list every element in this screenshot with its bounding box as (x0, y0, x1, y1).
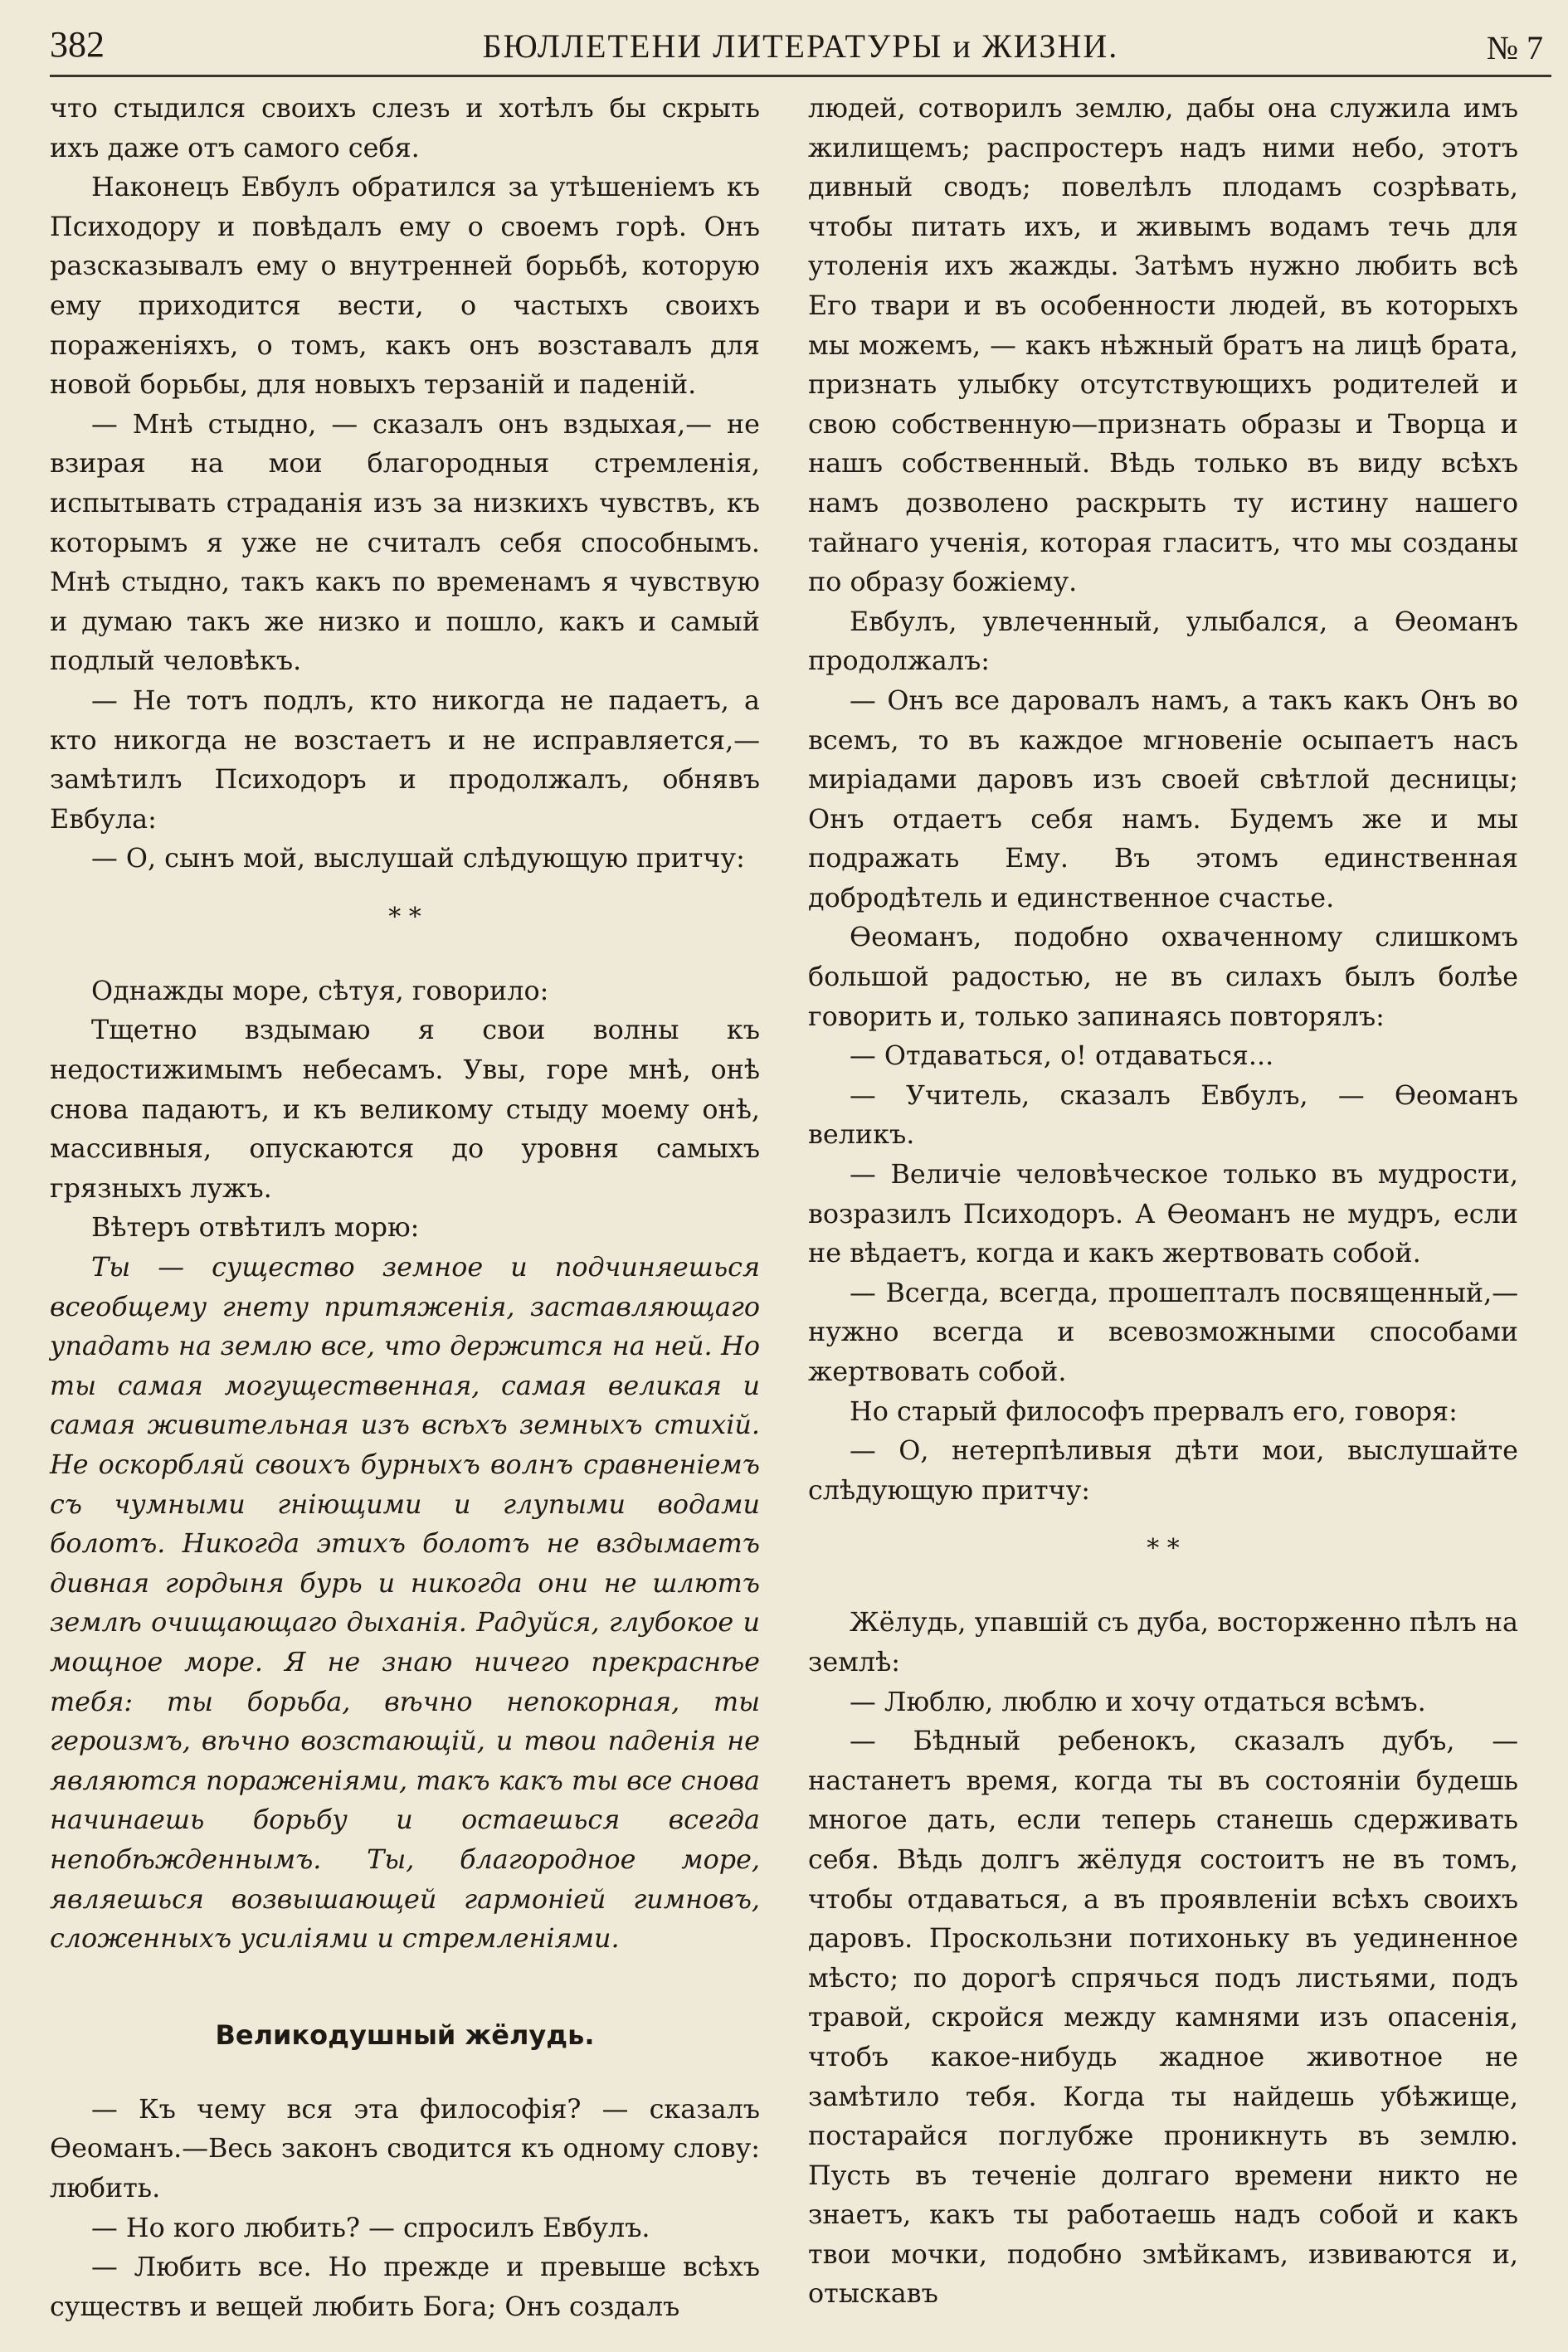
paragraph: — Онъ все даровалъ намъ, а такъ какъ Онъ во всемъ, то въ каждое мгновеніе осыпаетъ насъ миріадами даровъ изъ своей свѣтлой десницы; Онъ отдаетъ себя намъ. Будемъ же и мы подражать Ему. Въ этомъ единственная добродѣтель и единственное счастье. (808, 684, 1518, 913)
paragraph: — Отдаваться, о! отдаваться... (850, 1040, 1274, 1072)
paragraph: — Не тотъ подлъ, кто никогда не падаетъ, а кто никогда не возстаетъ и не исправляется,— замѣтилъ Психодоръ и продолжалъ, обнявъ Евбула: (50, 684, 760, 835)
paragraph: — Величіе человѣческое только въ мудрости, возразилъ Психодоръ. А Ѳеоманъ не мудръ, если не вѣдаетъ, когда и какъ жертвовать собой. (808, 1159, 1518, 1269)
paragraph: Ты — существо земное и подчиняешься всеобщему гнету притяженія, заставляющаго упадать на землю все, что держится на ней. Но ты самая могущественная, самая великая и самая живительная изъ всѣхъ земныхъ стихій. Не оскорбляй своихъ бурныхъ волнъ сравненіемъ съ чумными гніющими и глупыми водами болотъ. Никогда этихъ болотъ не вздымаетъ дивная гордыня бурь и никогда они не шлютъ землѣ очищающаго дыханія. Радуйся, глубокое и мощное море. Я не знаю ничего прекраснѣе тебя: ты борьба, вѣчно непокорная, ты героизмъ, вѣчно возстающій, и твои паденія не являются пораженіями, такъ какъ ты все снова начинаешь борьбу и остаешься всегда непобѣжденнымъ. Ты, благородное море, являешься возвышающей гармоніей гимновъ, сложенныхъ усиліями и стремленіями. (50, 1252, 760, 1955)
paragraph: — Учитель, сказалъ Евбулъ, — Ѳеоманъ великъ. (808, 1079, 1518, 1151)
paragraph: Ѳеоманъ, подобно охваченному слишкомъ большой радостью, не въ силахъ былъ болѣе говорить и, только запинаясь повторялъ: (808, 922, 1518, 1032)
paragraph: — Любить все. Но прежде и превыше всѣхъ существъ и вещей любить Бога; Онъ создалъ (50, 2252, 760, 2322)
paragraph: Но старый философъ прервалъ его, говоря: (850, 1395, 1458, 1427)
page-number: 382 (50, 24, 105, 65)
paragraph: — Бѣдный ребенокъ, сказалъ дубъ, — настанетъ время, когда ты въ состояніи будешь многое дать, если теперь станешь сдерживать себя. Вѣдь долгъ жёлудя состоитъ не въ томъ, чтобы отдаваться, а въ проявленіи всѣхъ своихъ даровъ. Проскользни потихоньку въ уединенное мѣсто; по дорогѣ спрячься подъ листьями, подъ травой, скройся между камнями изъ опасенія, чтобъ какое-нибудь жадное животное не замѣтило тебя. Когда ты найдешь убѣжище, постарайся поглубже проникнуть въ землю. Пусть въ теченіе долгаго времени никто не знаетъ, какъ ты работаешь надъ собой и какъ твои мочки, подобно змѣйкамъ, извиваются и, отыскавъ (808, 1726, 1518, 2310)
running-title: БЮЛЛЕТЕНИ ЛИТЕРАТУРЫ и ЖИЗНИ. (482, 27, 1119, 65)
paragraph: Евбулъ, увлеченный, улыбался, а Ѳеоманъ продолжалъ: (808, 606, 1518, 677)
paragraph: — Люблю, люблю и хочу отдаться всѣмъ. (850, 1686, 1426, 1717)
right-column (808, 89, 1518, 2326)
section-divider-stars: * * (1147, 1534, 1180, 1564)
paragraph: — Къ чему вся эта философія? — сказалъ Ѳеоманъ.—Весь законъ сводится къ одному слову: любить. (50, 2093, 760, 2203)
issue-number: № 7 (1486, 29, 1543, 66)
left-column (50, 89, 760, 2326)
paragraph: Наконецъ Евбулъ обратился за утѣшеніемъ къ Психодору и повѣдалъ ему о своемъ горѣ. Онъ разсказывалъ ему о внутренней борьбѣ, которую ему приходится вести, о частыхъ своихъ пораженіяхъ, о томъ, какъ онъ возставалъ для новой борьбы, для новыхъ терзаній и паденій. (50, 172, 760, 401)
paragraph: — О, сынъ мой, выслушай слѣдующую притчу: (91, 843, 745, 874)
paragraph: Вѣтеръ отвѣтилъ морю: (91, 1212, 420, 1244)
paragraph: — Всегда, всегда, прошепталъ посвященный,—нужно всегда и всевозможными способами жертвовать собой. (808, 1277, 1518, 1387)
paragraph: Тщетно вздымаю я свои волны къ недостижимымъ небесамъ. Увы, горе мнѣ, онѣ снова падаютъ, и къ великому стыду моему онѣ, массивныя, опускаются до уровня самыхъ грязныхъ лужъ. (50, 1015, 760, 1204)
page-header (50, 18, 1551, 77)
section-divider-stars: * * (388, 902, 421, 932)
section-heading: Великодушный жёлудь. (215, 2018, 595, 2051)
paragraph: людей, сотворилъ землю, дабы она служила имъ жилищемъ; распростеръ надъ ними небо, этотъ дивный сводъ; повелѣлъ плодамъ созрѣвать, чтобы питать ихъ, и живымъ водамъ течь для утоленія ихъ жажды. Затѣмъ нужно любить всѣ Его твари и въ особенности людей, въ которыхъ мы можемъ, — какъ нѣжный братъ на лицѣ брата, признать улыбку отсутствующихъ родителей и свою собственную—признать образы и Творца и нашъ собственный. Вѣдь только въ виду всѣхъ намъ дозволено раскрыть ту истину нашего тайнаго ученія, которая гласитъ, что мы созданы по образу божіему. (808, 93, 1518, 598)
paragraph: — Мнѣ стыдно, — сказалъ онъ вздыхая,— не взирая на мои благородныя стремленія, испытывать страданія изъ за низкихъ чувствъ, къ которымъ я уже не считалъ себя способнымъ. Мнѣ стыдно, такъ какъ по временамъ я чувствую и думаю такъ же низко и пошло, какъ и самый подлый человѣкъ. (50, 408, 760, 677)
paragraph: что стыдился своихъ слезъ и хотѣлъ бы скрыть ихъ даже отъ самого себя. (50, 93, 760, 163)
paragraph: — Но кого любить? — спросилъ Евбулъ. (91, 2212, 650, 2243)
paragraph: — О, нетерпѣливыя дѣти мои, выслушайте слѣдующую притчу: (808, 1435, 1518, 1506)
paragraph: Однажды море, сѣтуя, говорило: (91, 975, 549, 1006)
paragraph: Жёлудь, упавшій съ дуба, восторженно пѣлъ на землѣ: (808, 1607, 1518, 1678)
text-columns (50, 89, 1551, 2326)
